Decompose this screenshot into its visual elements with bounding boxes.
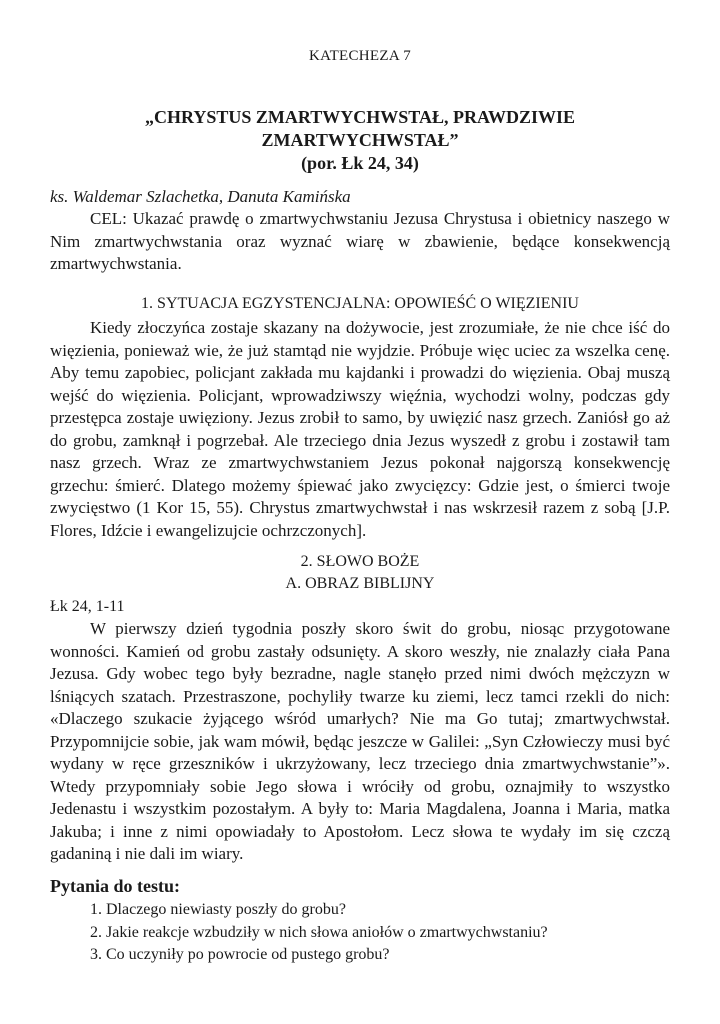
authors: ks. Waldemar Szlachetka, Danuta Kamińska	[50, 187, 351, 206]
bible-paragraph: W pierwszy dzień tygodnia poszły skoro świt do grobu, niosąc przygotowane wonności. Kamień od grobu zastały odsunięty. A skoro weszły, nie znalazły ciała Pana Jezusa. Gdy wobec tego były bezradne, nagle stanęło przed nimi dwóch mężczyzn w lśniących szatach. Przestraszone, pochyliły twarze ku ziemi, lecz tamci rzekli do nich: «Dlaczego szukacie żyjącego wśród umarłych? Nie ma Go tutaj; zmartwychwstał. Przypomnijcie sobie, jak wam mówił, będąc jeszcze w Galilei: „Syn Człowieczy musi być wydany w ręce grzeszników i ukrzyżowany, lecz trzeciego dnia zmartwychwstanie”». Wtedy przypomniały sobie Jego słowa i wróciły od grobu, oznajmiły to wszystko Jedenastu i wszystkim pozostałym. A były to: Maria Magdalena, Joanna i Maria, matka Jakuba; i inne z nimi opowiadały to Apostołom. Lecz słowa te wydały im się czczą gadaniną i nie dali im wiary.	[50, 619, 670, 863]
section-1-heading: 1. SYTUACJA EGZYSTENCJALNA: OPOWIEŚĆ O WIĘZIENIU	[141, 295, 579, 312]
test-questions-list	[50, 899, 670, 967]
section-2-heading: 2. SŁOWO BOŻE	[300, 553, 420, 570]
section-2-subheading: A. OBRAZ BIBLIJNY	[285, 575, 435, 592]
section-1-paragraph: Kiedy złoczyńca zostaje skazany na dożywocie, jest zrozumiałe, że nie chce iść do więzienia, ponieważ wie, że już stamtąd nie wyjdzie. Próbuje więc uciec za wszelka cenę. Aby temu zapobiec, policjant zakłada mu kajdanki i prowadzi do więzienia. Obaj muszą wejść do więzienia. Policjant, wprowadziwszy więźnia, wychodzi wolny, podczas gdy przestępca zostaje uwięziony. Jezus zrobił to samo, by uwięzić nasz grzech. Zaniósł go aż do grobu, zamknął i pogrzebał. Ale trzeciego dnia Jezus wyszedł z grobu i zostawił tam nasz grzech. Wraz ze zmartwychwstaniem Jezus pokonał najgorszą konsekwencję grzechu: śmierć. Dlatego możemy śpiewać jako zwycięzcy: Gdzie jest, o śmierci twoje zwycięstwo (1 Kor 15, 55). Chrystus zmartwychwstał i nas wskrzesił razem z sobą [J.P. Flores, Idźcie i ewangelizujcie ochrzczonych].	[50, 318, 670, 540]
bible-reference: Łk 24, 1-11	[50, 598, 125, 615]
test-question-3: 3. Co uczyniły po powrocie od pustego grobu?	[90, 946, 390, 963]
test-question-1: 1. Dlaczego niewiasty poszły do grobu?	[90, 901, 346, 918]
test-title: Pytania do testu:	[50, 876, 180, 896]
title-line-2: ZMARTWYCHWSTAŁ”	[261, 130, 459, 150]
title-line-1: „CHRYSTUS ZMARTWYCHWSTAŁ, PRAWDZIWIE	[145, 107, 575, 127]
running-title: KATECHEZA 7	[308, 48, 412, 64]
title-reference: (por. Łk 24, 34)	[301, 153, 419, 173]
goal-paragraph: CEL: Ukazać prawdę o zmartwychwstaniu Jezusa Chrystusa i obietnicy naszego w Nim zmartwychwstania oraz wyznać wiarę w zbawienie, będące konsekwencją zmartwychwstania.	[50, 209, 670, 273]
page-title	[50, 106, 670, 175]
test-question-2: 2. Jakie reakcje wzbudziły w nich słowa aniołów o zmartwychwstaniu?	[90, 923, 548, 941]
